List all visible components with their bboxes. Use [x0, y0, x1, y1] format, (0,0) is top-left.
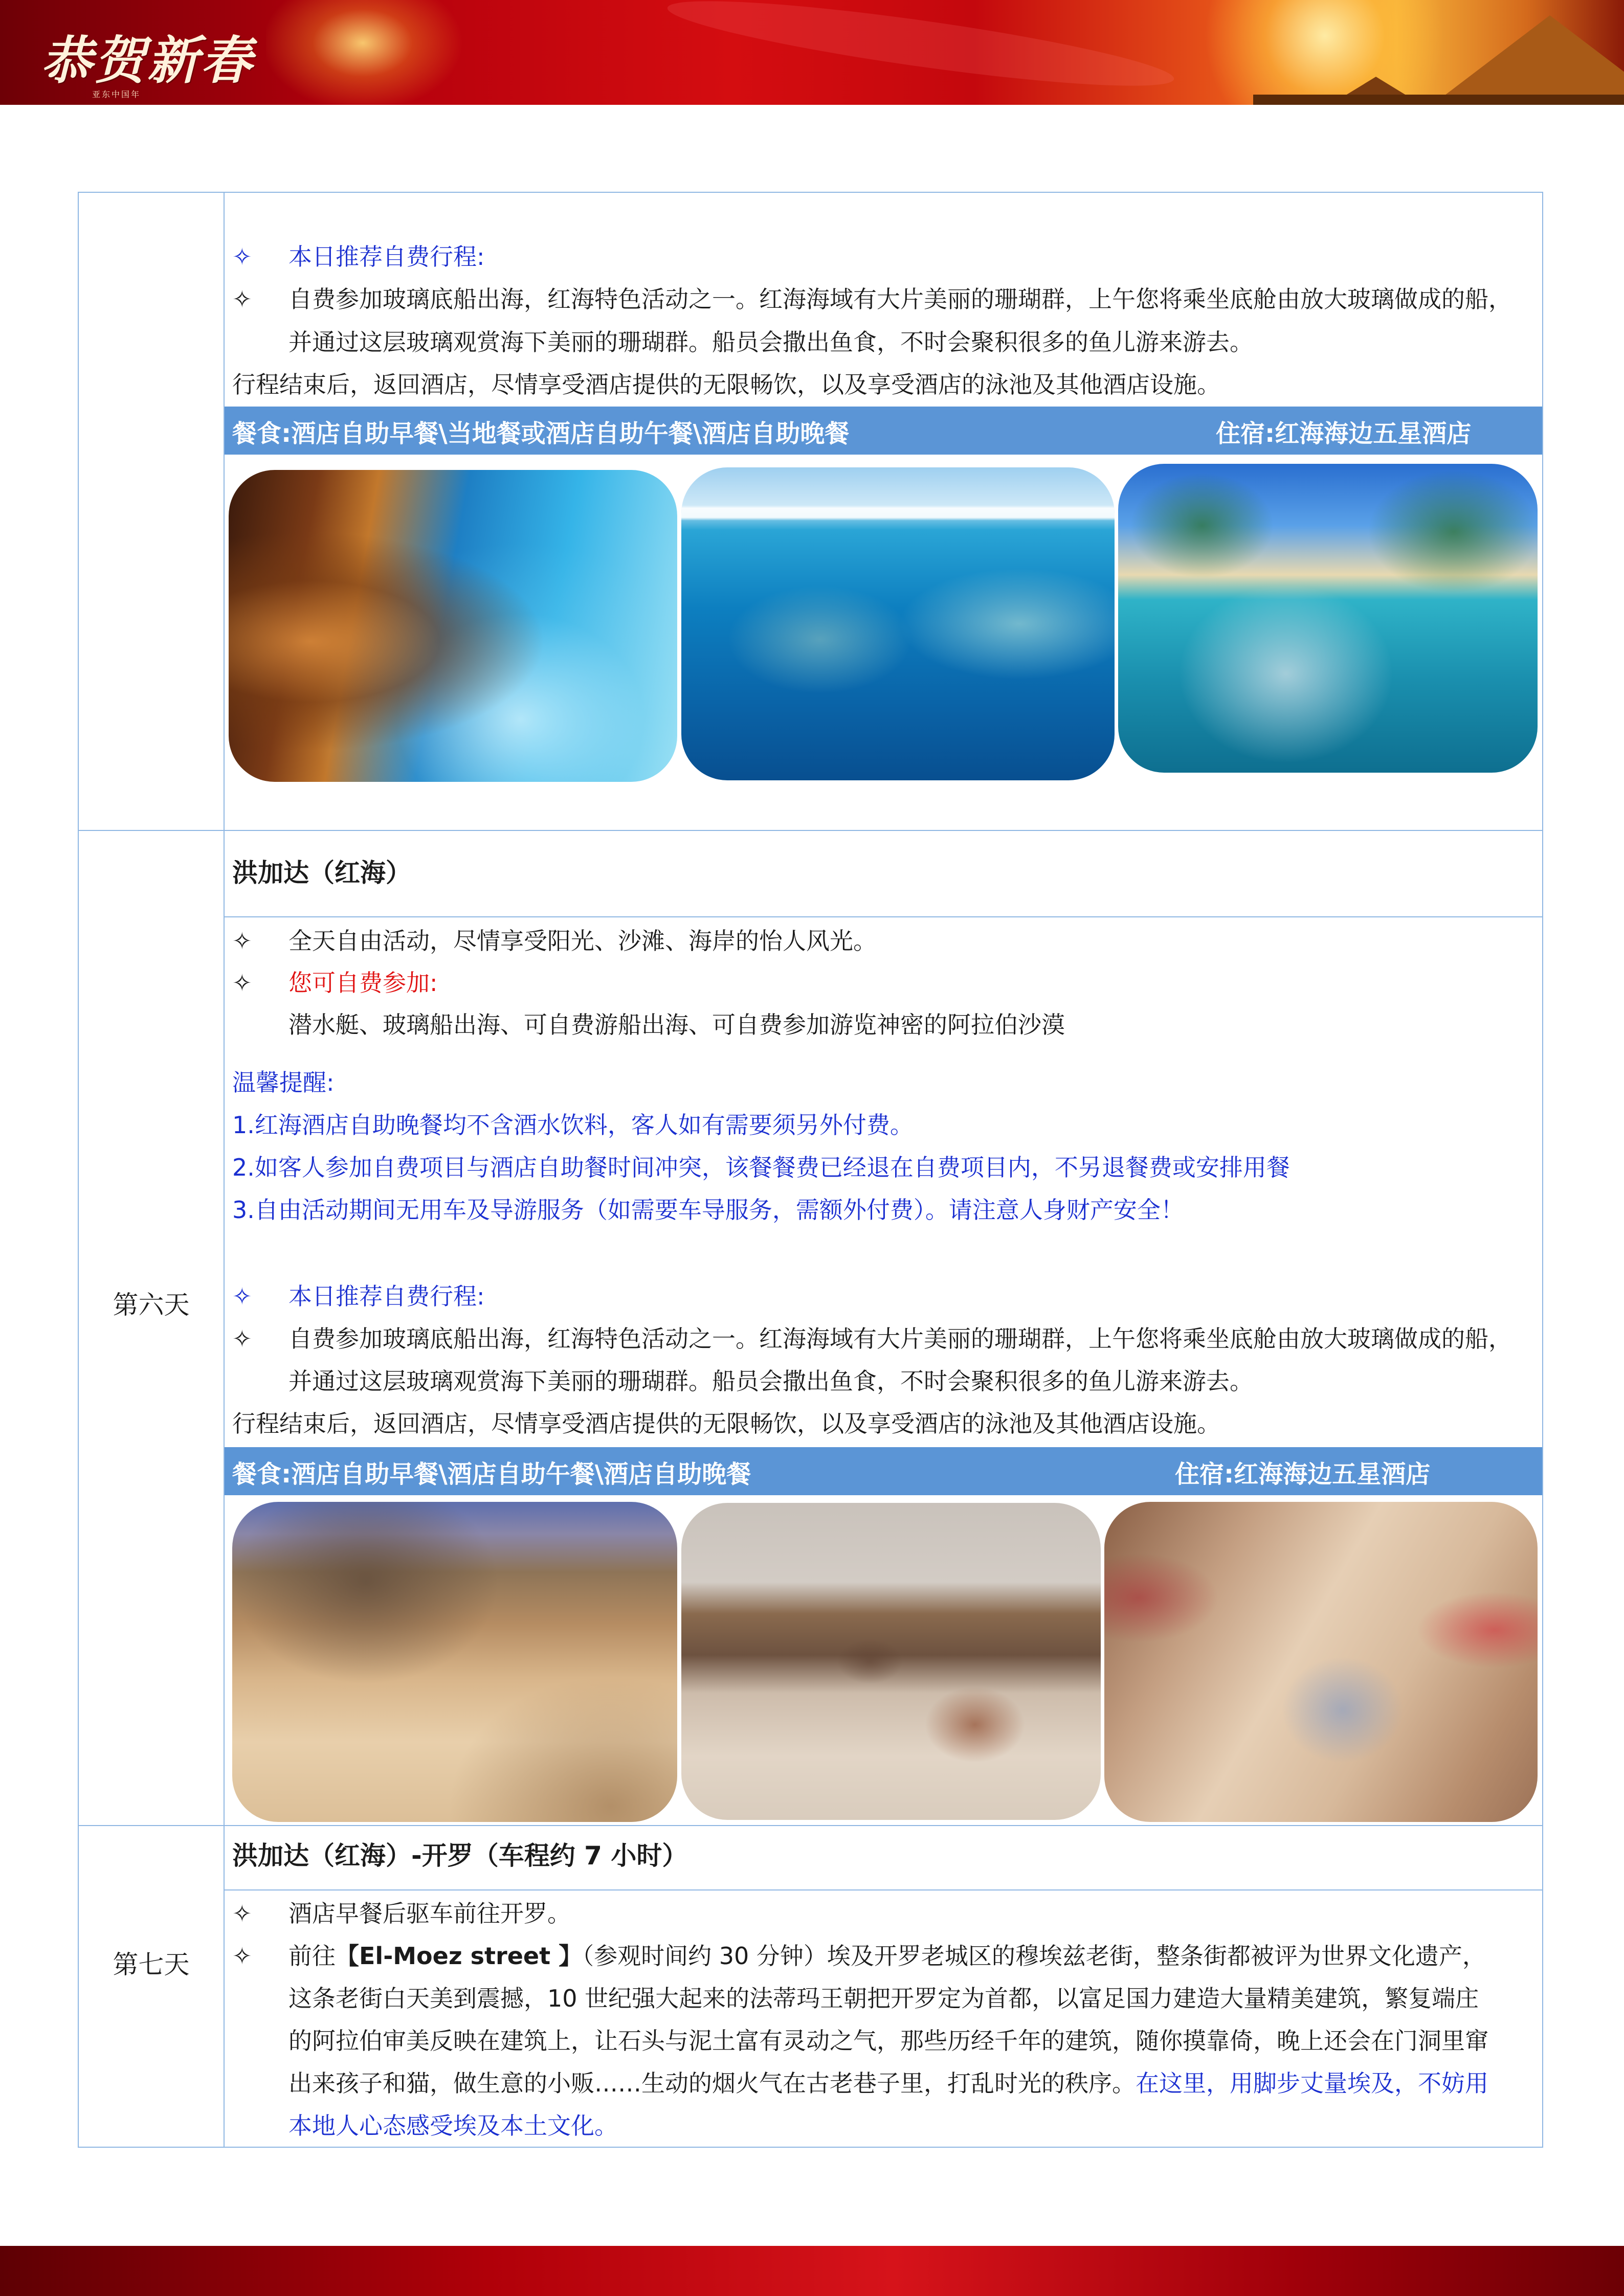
item-text: 这条老街白天美到震撼，10 世纪强大起来的法蒂玛王朝把开罗定为首都，以富足国力建造大量精美建筑，繁复端庄 — [288, 1985, 1479, 2012]
title-divider — [225, 1889, 1542, 1890]
meals-text: 餐食:酒店自助早餐\当地餐或酒店自助午餐\酒店自助晚餐 — [232, 419, 850, 448]
meal-bar — [225, 1447, 1542, 1495]
banner-subtitle: 亚东中国年 — [92, 89, 141, 99]
reminder-item: 2.如客人参加自费项目与酒店自助餐时间冲突，该餐餐费已经退在自费项目内，不另退餐费或安排用餐 — [232, 1154, 1290, 1181]
reminder-item: 3.自由活动期间无用车及导游服务（如需要车导服务，需额外付费）。请注意人身财产安全！ — [232, 1196, 1184, 1224]
item-text-blue: 本地人心态感受埃及本土文化。 — [288, 2112, 618, 2140]
optional-list: 潜水艇、玻璃船出海、可自费游船出海、可自费参加游览神密的阿拉伯沙漠 — [288, 1011, 1065, 1039]
desert-ground-decoration — [1253, 95, 1624, 105]
el-moez-street-highlight: 【El-Moez street 】 — [336, 1942, 583, 1970]
optional-title: 本日推荐自费行程: — [288, 243, 485, 271]
title-divider — [225, 916, 1542, 917]
row-divider — [79, 1825, 1542, 1826]
meals-text: 餐食:酒店自助早餐\酒店自助午餐\酒店自助晚餐 — [232, 1460, 751, 1489]
item-text: 出来孩子和猫，做生意的小贩……生动的烟火气在古老巷子里，打乱时光的秩序。 — [288, 2069, 1136, 2097]
reminder-title: 温馨提醒: — [232, 1069, 335, 1096]
day-title: 洪加达（红海） — [232, 858, 411, 888]
return-note: 行程结束后，返回酒店，尽情享受酒店提供的无限畅饮，以及享受酒店的泳池及其他酒店设施。 — [232, 371, 1220, 398]
itinerary-item: 酒店早餐后驱车前往开罗。 — [288, 1900, 571, 1927]
day-label: 第七天 — [113, 1950, 190, 1979]
day-title: 洪加达（红海）-开罗（车程约 7 小时） — [232, 1841, 688, 1871]
header-banner — [0, 0, 1624, 105]
item-text-line — [288, 2068, 1488, 2099]
optional-label: 您可自费参加: — [288, 969, 438, 997]
itinerary-table — [78, 192, 1543, 2148]
meal-bar — [225, 407, 1542, 455]
pyramid-decoration — [1432, 15, 1624, 105]
bullet-icon: ✧ — [232, 969, 252, 997]
ribbon-decoration — [664, 0, 1177, 102]
reminder-item: 1.红海酒店自助晚餐均不含酒水饮料，客人如有需要须另外付费。 — [232, 1111, 914, 1139]
row-divider — [79, 830, 1542, 831]
itinerary-item — [288, 1941, 1486, 1971]
hotel-text: 住宿:红海海边五星酒店 — [1175, 1460, 1431, 1489]
camel-boy-photo — [1104, 1502, 1538, 1822]
hotel-text: 住宿:红海海边五星酒店 — [1216, 419, 1472, 448]
quad-bike-photo — [681, 1503, 1101, 1820]
optional-title: 本日推荐自费行程: — [288, 1282, 485, 1310]
optional-desc: 并通过这层玻璃观赏海下美丽的珊瑚群。船员会撒出鱼食，不时会聚积很多的鱼儿游来游去。 — [288, 1367, 1253, 1395]
column-divider — [224, 193, 225, 2147]
optional-desc: 自费参加玻璃底船出海，红海特色活动之一。红海海域有大片美丽的珊瑚群，上午您将乘坐底舱由放大玻璃做成的船， — [288, 285, 1512, 313]
optional-desc: 自费参加玻璃底船出海，红海特色活动之一。红海海域有大片美丽的珊瑚群，上午您将乘坐底舱由放大玻璃做成的船， — [288, 1325, 1512, 1353]
optional-desc: 并通过这层玻璃观赏海下美丽的珊瑚群。船员会撒出鱼食，不时会聚积很多的鱼儿游来游去。 — [288, 328, 1253, 356]
bullet-icon: ✧ — [232, 927, 252, 955]
footer-banner — [0, 2246, 1624, 2296]
snorkeling-boats-photo — [681, 467, 1115, 780]
firework-decoration — [266, 0, 481, 105]
item-text: 的阿拉伯审美反映在建筑上，让石头与泥土富有灵动之气，那些历经千年的建筑，随你摸靠倚，晚上还会在门洞里窜 — [288, 2027, 1488, 2055]
itinerary-item: 全天自由活动，尽情享受阳光、沙滩、海岸的怡人风光。 — [288, 927, 877, 955]
bullet-icon: ✧ — [232, 243, 252, 271]
banner-title: 恭贺新春 — [41, 30, 254, 91]
item-text-blue: 在这里，用脚步丈量埃及，不妨用 — [1136, 2069, 1488, 2097]
desert-camp-photo — [232, 1502, 677, 1822]
day-label: 第六天 — [113, 1290, 190, 1320]
item-prefix: 前往 — [288, 1942, 336, 1970]
bullet-icon: ✧ — [232, 285, 252, 313]
bullet-icon: ✧ — [232, 1942, 252, 1970]
return-note: 行程结束后，返回酒店，尽情享受酒店提供的无限畅饮，以及享受酒店的泳池及其他酒店设施。 — [232, 1410, 1220, 1437]
bullet-icon: ✧ — [232, 1900, 252, 1927]
beach-underwater-photo — [1118, 464, 1538, 773]
bullet-icon: ✧ — [232, 1325, 252, 1353]
bullet-icon: ✧ — [232, 1282, 252, 1310]
coral-reef-photo — [229, 470, 677, 782]
item-text: （参观时间约 30 分钟）埃及开罗老城区的穆埃兹老街，整条街都被评为世界文化遗产， — [582, 1942, 1486, 1970]
